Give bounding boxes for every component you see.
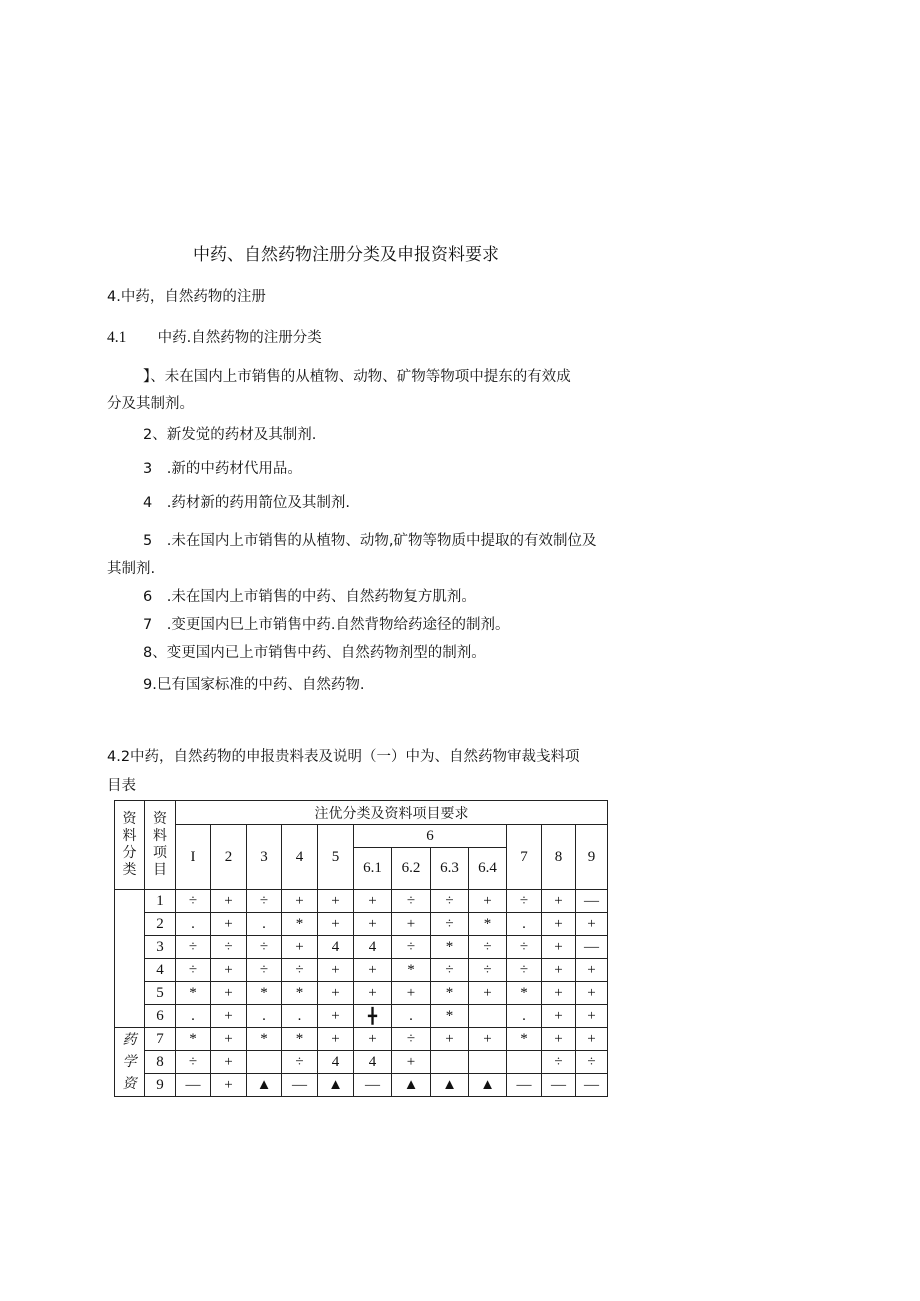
list-item: 8、变更国内已上市销售中药、自然药物剂型的制剂。	[143, 645, 486, 661]
table-cell: ÷	[507, 890, 542, 913]
column-header: 6.2	[392, 848, 431, 890]
table-cell: +	[576, 913, 608, 936]
requirements-table	[114, 800, 608, 1097]
column-header: 6.1	[354, 848, 392, 890]
row-number: 8	[145, 1051, 176, 1074]
table-row	[115, 982, 608, 1005]
row-number: 3	[145, 936, 176, 959]
table-cell: +	[542, 982, 576, 1005]
table-cell: +	[542, 913, 576, 936]
column-header: I	[176, 825, 211, 890]
table-cell: ÷	[469, 959, 507, 982]
table-cell: ╋	[354, 1005, 392, 1028]
table-cell: ÷	[392, 890, 431, 913]
table-cell: *	[282, 913, 318, 936]
table-cell: +	[211, 1028, 247, 1051]
table-row	[115, 1005, 608, 1028]
table-cell: ÷	[176, 959, 211, 982]
list-item: 7 .变更国内巳上市销售中药.自然背物给药途径的制剂。	[143, 617, 510, 633]
table-cell: ÷	[247, 890, 282, 913]
column-header: 5	[318, 825, 354, 890]
table-cell: —	[176, 1074, 211, 1097]
table-cell: +	[469, 982, 507, 1005]
table-cell: *	[507, 1028, 542, 1051]
table-cell: —	[507, 1074, 542, 1097]
table-cell: ÷	[211, 936, 247, 959]
table-cell	[507, 1051, 542, 1074]
row-number: 7	[145, 1028, 176, 1051]
row-number: 4	[145, 959, 176, 982]
table-cell: ÷	[282, 959, 318, 982]
list-item: 6 .未在国内上市销售的中药、自然药物复方肌剂。	[143, 589, 476, 605]
table-cell: .	[507, 1005, 542, 1028]
table-cell: +	[354, 890, 392, 913]
table-cell: ÷	[431, 959, 469, 982]
table-cell: +	[354, 982, 392, 1005]
table-cell: +	[431, 1028, 469, 1051]
table-cell: +	[318, 1005, 354, 1028]
column-header: 9	[576, 825, 608, 890]
list-item: 2、新发觉的药材及其制剂.	[143, 427, 317, 443]
table-cell: .	[282, 1005, 318, 1028]
table-cell: +	[576, 1028, 608, 1051]
section-4-2-heading-cont: 目表	[107, 778, 136, 794]
table-cell: 4	[354, 1051, 392, 1074]
row-number: 9	[145, 1074, 176, 1097]
column-header: 6.4	[469, 848, 507, 890]
table-cell: ÷	[507, 959, 542, 982]
table-cell: ÷	[176, 890, 211, 913]
table-cell: .	[507, 913, 542, 936]
list-item: 其制剂.	[107, 561, 156, 577]
table-cell: —	[542, 1074, 576, 1097]
table-cell: ÷	[542, 1051, 576, 1074]
table-cell: +	[542, 959, 576, 982]
category-cell-pharmacy: 药 学 资	[115, 1028, 145, 1097]
table-cell: +	[282, 890, 318, 913]
row-number: 2	[145, 913, 176, 936]
table-cell: ▲	[392, 1074, 431, 1097]
list-item: 分及其制剂。	[107, 396, 194, 412]
table-cell: ÷	[431, 913, 469, 936]
table-cell: +	[542, 1028, 576, 1051]
table-cell: +	[392, 913, 431, 936]
header-requirements: 注优分类及资料项目要求	[176, 801, 608, 825]
table-cell	[247, 1051, 282, 1074]
header-item: 资 料 项 目	[145, 801, 176, 890]
table-row	[115, 936, 608, 959]
table-cell: +	[318, 890, 354, 913]
section-4-1-text: 中药.自然药物的注册分类	[157, 330, 322, 346]
table-cell: .	[392, 1005, 431, 1028]
table-cell: —	[282, 1074, 318, 1097]
table-cell: ▲	[469, 1074, 507, 1097]
table-cell: +	[542, 1005, 576, 1028]
table-cell: ÷	[431, 890, 469, 913]
section-4-2-heading: 4.2中药，自然药物的申报贵料表及说明（一）中为、自然药物审裁戋料项	[107, 749, 580, 765]
category-cell-empty	[115, 890, 145, 1028]
table-row	[115, 913, 608, 936]
table-cell: +	[469, 890, 507, 913]
table-cell: ▲	[318, 1074, 354, 1097]
table-cell	[469, 1051, 507, 1074]
table-cell: *	[176, 982, 211, 1005]
list-item: 5 .未在国内上市销售的从植物、动物,矿物等物质中提取的有效制位及	[143, 533, 597, 549]
table-cell: +	[318, 1028, 354, 1051]
table-cell: ÷	[176, 1051, 211, 1074]
table-cell: +	[392, 982, 431, 1005]
table-cell: ÷	[176, 936, 211, 959]
table-cell: +	[211, 1051, 247, 1074]
table-cell: ▲	[247, 1074, 282, 1097]
table-cell: ÷	[247, 936, 282, 959]
table-cell: *	[507, 982, 542, 1005]
table-cell: +	[576, 982, 608, 1005]
table-cell	[431, 1051, 469, 1074]
table-cell: ÷	[507, 936, 542, 959]
table-cell: +	[211, 1005, 247, 1028]
table-cell: *	[392, 959, 431, 982]
section-4-1-heading	[107, 328, 322, 348]
table-cell: —	[576, 890, 608, 913]
table-cell: ÷	[247, 959, 282, 982]
table-cell: ÷	[576, 1051, 608, 1074]
table-cell: *	[431, 1005, 469, 1028]
list-item: 3 .新的中药材代用品。	[143, 461, 302, 477]
table-cell: +	[211, 982, 247, 1005]
table-cell: +	[211, 959, 247, 982]
table-cell: ÷	[392, 936, 431, 959]
list-item: 9.巳有国家标准的中药、自然药物.	[143, 677, 365, 693]
table-cell: *	[282, 982, 318, 1005]
table-cell: +	[576, 1005, 608, 1028]
table-cell: .	[247, 913, 282, 936]
table-row	[115, 1051, 608, 1074]
table-row	[115, 1028, 608, 1051]
column-header: 6.3	[431, 848, 469, 890]
row-number: 5	[145, 982, 176, 1005]
table-cell: *	[469, 913, 507, 936]
table-cell: ÷	[469, 936, 507, 959]
table-cell: +	[318, 913, 354, 936]
table-cell: +	[354, 913, 392, 936]
table-cell: +	[392, 1051, 431, 1074]
table-cell: .	[176, 1005, 211, 1028]
section-4-1-number: 4.1	[107, 329, 127, 346]
table-cell: +	[576, 959, 608, 982]
table-cell: +	[542, 936, 576, 959]
table-cell: *	[247, 1028, 282, 1051]
table-cell: +	[211, 1074, 247, 1097]
table-cell: *	[282, 1028, 318, 1051]
table-cell: —	[576, 1074, 608, 1097]
table-cell: ÷	[392, 1028, 431, 1051]
table-cell: 4	[354, 936, 392, 959]
table-cell: .	[247, 1005, 282, 1028]
table-cell: +	[211, 913, 247, 936]
table-cell: 4	[318, 936, 354, 959]
header-category: 资 料 分 类	[115, 801, 145, 890]
table-cell: 4	[318, 1051, 354, 1074]
table-cell: +	[354, 959, 392, 982]
row-number: 1	[145, 890, 176, 913]
table-cell: +	[354, 1028, 392, 1051]
table-cell: ▲	[431, 1074, 469, 1097]
column-header: 4	[282, 825, 318, 890]
table-cell: *	[431, 936, 469, 959]
table-row	[115, 1074, 608, 1097]
table-cell: +	[542, 890, 576, 913]
table-cell: +	[211, 890, 247, 913]
section-4-heading: 4.中药，自然药物的注册	[107, 289, 266, 305]
column-header: 2	[211, 825, 247, 890]
table-cell: —	[354, 1074, 392, 1097]
column-header: 8	[542, 825, 576, 890]
table-cell: *	[247, 982, 282, 1005]
list-item: 】、未在国内上市销售的从植物、动物、矿物等物项中提东的有效成	[143, 369, 571, 385]
table-cell: *	[176, 1028, 211, 1051]
table-cell	[469, 1005, 507, 1028]
table-cell: —	[576, 936, 608, 959]
table-cell: +	[318, 982, 354, 1005]
table-cell: +	[318, 959, 354, 982]
table-cell: .	[176, 913, 211, 936]
column-header: 3	[247, 825, 282, 890]
column-group-6: 6	[354, 825, 507, 848]
table-row	[115, 890, 608, 913]
table-cell: *	[431, 982, 469, 1005]
table-cell: ÷	[282, 1051, 318, 1074]
table-cell: +	[282, 936, 318, 959]
page-title: 中药、自然药物注册分类及申报资料要求	[193, 245, 499, 265]
row-number: 6	[145, 1005, 176, 1028]
list-item: 4 .药材新的药用箭位及其制剂.	[143, 495, 350, 511]
table-row	[115, 959, 608, 982]
column-header: 7	[507, 825, 542, 890]
table-cell: +	[469, 1028, 507, 1051]
